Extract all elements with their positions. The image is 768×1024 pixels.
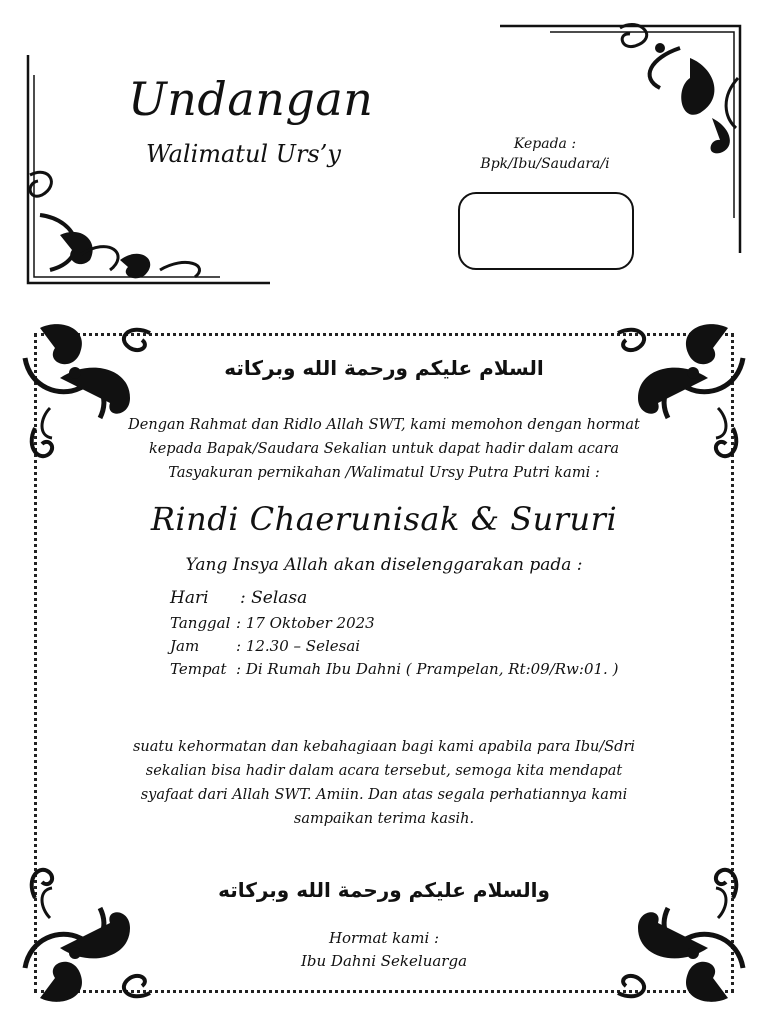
detail-tanggal-label: Tanggal bbox=[170, 614, 231, 632]
kepada-recipient-label: Bpk/Ibu/Saudara/i bbox=[480, 156, 610, 172]
recipient-address-box bbox=[458, 192, 634, 270]
sign-label: Hormat kami : bbox=[328, 929, 440, 947]
detail-jam-value: : 12.30 – Selesai bbox=[236, 637, 361, 655]
detail-hari-label: Hari bbox=[170, 588, 209, 608]
intro-paragraph bbox=[0, 413, 768, 485]
detail-tanggal-value: : 17 Oktober 2023 bbox=[236, 614, 375, 632]
salam-greeting-bottom: والسلام عليكم ورحمة الله وبركاته bbox=[218, 878, 550, 902]
detail-tempat-label: Tempat bbox=[170, 660, 227, 678]
detail-hari-value: : Selasa bbox=[240, 588, 308, 608]
detail-jam-label: Jam bbox=[170, 637, 200, 655]
invitation-subtitle: Walimatul Urs’y bbox=[146, 140, 341, 168]
invitation-title: Undangan bbox=[128, 72, 374, 126]
intro-line: kepada Bapak/Saudara Sekalian untuk dapat hadir dalam acara bbox=[148, 441, 620, 457]
closing-line: suatu kehormatan dan kebahagiaan bagi kami apabila para Ibu/Sdri bbox=[132, 739, 636, 755]
closing-line: sampaikan terima kasih. bbox=[293, 811, 475, 827]
kepada-label: Kepada : bbox=[513, 136, 577, 152]
closing-line: syafaat dari Allah SWT. Amiin. Dan atas segala perhatiannya kami bbox=[140, 787, 628, 803]
sign-name: Ibu Dahni Sekeluarga bbox=[300, 952, 468, 970]
detail-tempat bbox=[170, 660, 618, 678]
intro-line: Tasyakuran pernikahan /Walimatul Ursy Putra Putri kami : bbox=[168, 465, 600, 481]
detail-jam bbox=[170, 637, 360, 655]
detail-hari bbox=[170, 588, 307, 608]
event-intro: Yang Insya Allah akan diselenggarakan pada : bbox=[185, 555, 583, 575]
detail-tanggal bbox=[170, 614, 375, 632]
closing-line: sekalian bisa hadir dalam acara tersebut, semoga kita mendapat bbox=[145, 763, 623, 779]
closing-paragraph bbox=[0, 735, 768, 831]
intro-line: Dengan Rahmat dan Ridlo Allah SWT, kami memohon dengan hormat bbox=[128, 417, 640, 433]
couple-names: Rindi Chaerunisak & Sururi bbox=[150, 500, 618, 538]
detail-tempat-value: : Di Rumah Ibu Dahni ( Prampelan, Rt:09/Rw:01. ) bbox=[236, 660, 619, 678]
salam-greeting-top: السلام عليكم ورحمة الله وبركاته bbox=[224, 356, 544, 380]
